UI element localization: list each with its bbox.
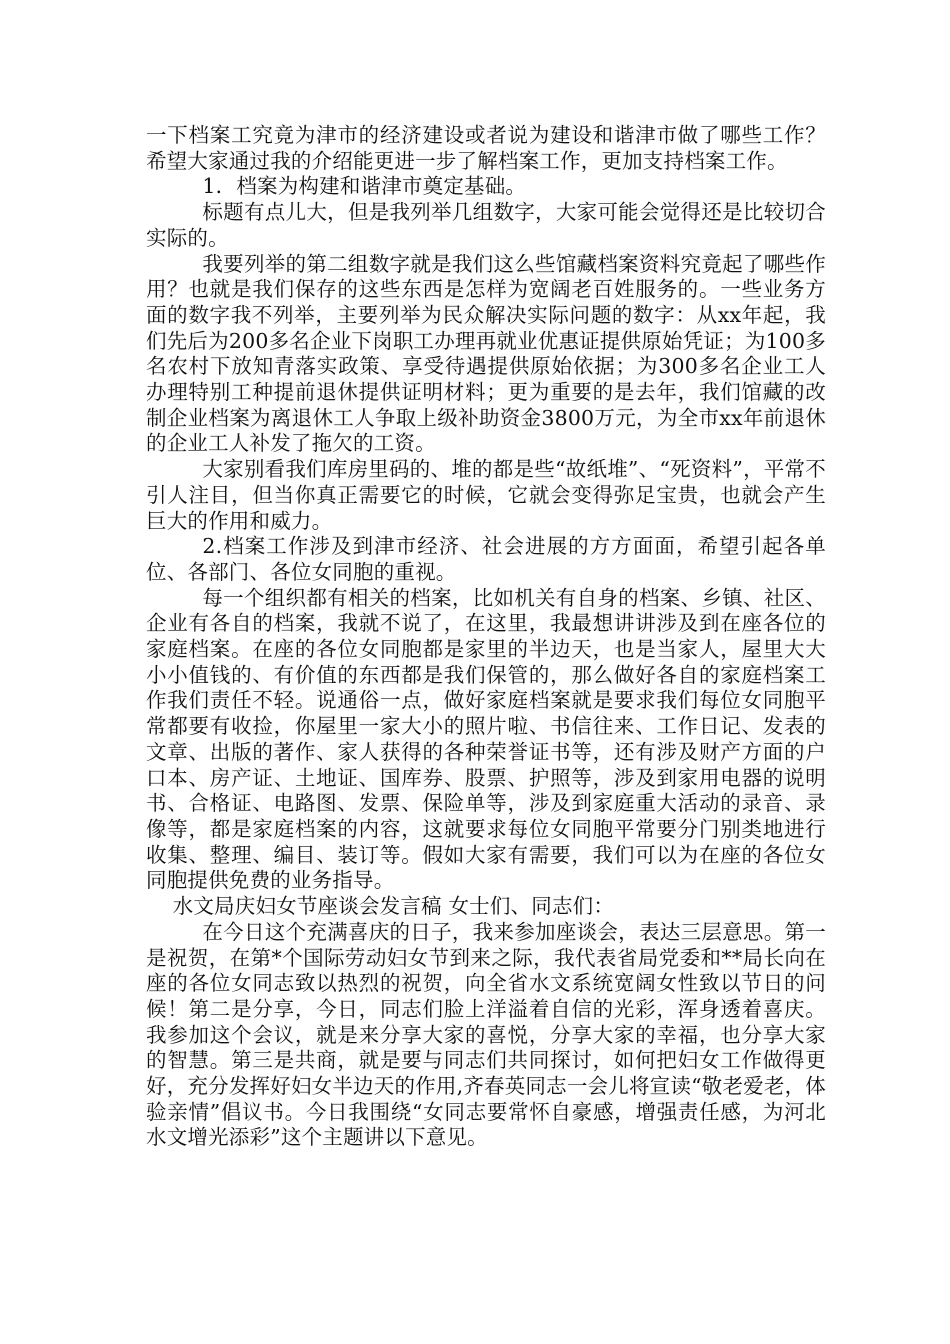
document-body: [146, 123, 826, 1151]
heading-section-1: 1．档案为构建和谐津市奠定基础。: [202, 174, 527, 199]
heading-section-2: 2.档案工作涉及到津市经济、社会进展的方方面面，希望引起各单位、各部门、各位女同胞的重视。: [146, 534, 826, 584]
paragraph-intro: 一下档案工究竟为津市的经济建设或者说为建设和谐津市做了哪些工作？希望大家通过我的介绍能更进一步了解档案工作，更加支持档案工作。: [146, 123, 826, 173]
paragraph-statistics: 我要列举的第二组数字就是我们这么些馆藏档案资料究竟起了哪些作用？也就是我们保存的这些东西是怎样为宽阔老百姓服务的。一些业务方面的数字我不列举，主要列举为民众解决实际问题的数字：从xx年起，我们先后为200多名企业下岗职工办理再就业优惠证提供原始凭证；为100多名农村下放知青落实政策、享受待遇提供原始依据；为300多名企业工人办理特别工种提前退休提供证明材料；更为重要的是去年，我们馆藏的改制企业档案为离退休工人争取上级补助资金3800万元，为全市xx年前退休的企业工人补发了拖欠的工资。: [146, 251, 826, 456]
paragraph-old-papers: 大家别看我们库房里码的、堆的都是些“故纸堆”、“死资料”，平常不引人注目，但当你真正需要它的时候，它就会变得弥足宝贵，也就会产生巨大的作用和威力。: [146, 457, 826, 533]
paragraph-family-archives: 每一个组织都有相关的档案，比如机关有自身的档案、乡镇、社区、企业有各自的档案，我就不说了，在这里，我最想讲讲涉及到在座各位的家庭档案。在座的各位女同胞都是家里的半边天，也是当家人，屋里大大小小值钱的、有价值的东西都是我们保管的，那么做好各自的家庭档案工作我们责任不轻。说通俗一点，做好家庭档案就是要求我们每位女同胞平常都要有收捡，你屋里一家大小的照片啦、书信往来、工作日记、发表的文章、出版的著作、家人获得的各种荣誉证书等，还有涉及财产方面的户口本、房产证、土地证、国库券、股票、护照等，涉及到家用电器的说明书、合格证、电路图、发票、保险单等，涉及到家庭重大活动的录音、录像等，都是家庭档案的内容，这就要求每位女同胞平常要分门别类地进行收集、整理、编目、装订等。假如大家有需要，我们可以为在座的各位女同胞提供免费的业务指导。: [146, 585, 826, 893]
paragraph-speech-body: 在今日这个充满喜庆的日子，我来参加座谈会，表达三层意思。第一是祝贺，在第*个国际劳动妇女节到来之际，我代表省局党委和**局长向在座的各位女同志致以热烈的祝贺，向全省水文系统宽阔女性致以节日的问候！第二是分享，今日，同志们脸上洋溢着自信的光彩，浑身透着喜庆。我参加这个会议，就是来分享大家的喜悦，分享大家的幸福，也分享大家的智慧。第三是共商，就是要与同志们共同探讨，如何把妇女工作做得更好，充分发挥好妇女半边天的作用,齐春英同志一会儿将宣读“敬老爱老，体验亲情”倡议书。今日我围绕“女同志要常怀自豪感，增强责任感，为河北水文增光添彩”这个主题讲以下意见。: [146, 919, 826, 1150]
speech-title: 水文局庆妇女节座谈会发言稿 女士们、同志们：: [172, 894, 615, 919]
paragraph-title-note: 标题有点儿大，但是我列举几组数字，大家可能会觉得还是比较切合实际的。: [146, 200, 826, 250]
